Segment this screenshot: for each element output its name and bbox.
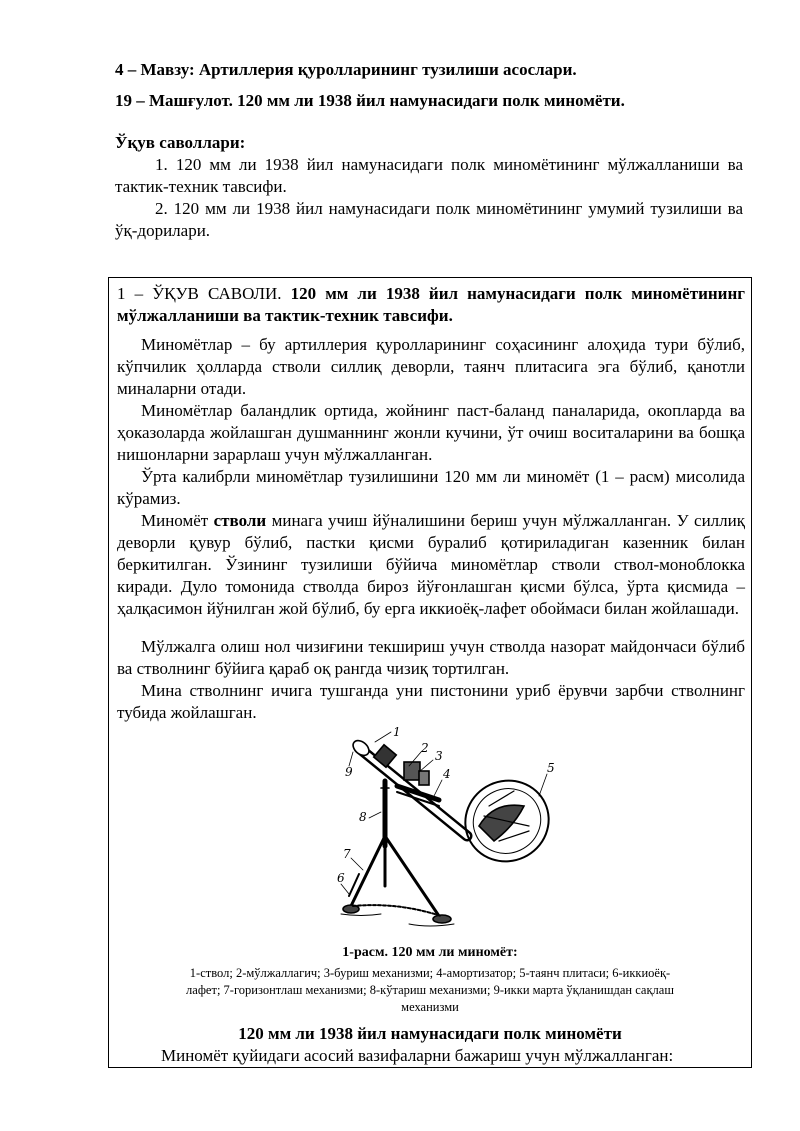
figure-label-3: 3 [435,749,443,763]
question-item-1: 1. 120 мм ли 1938 йил намунасидаги полк миномётининг мўлжалланиши ва тактик-техник тавсифи. [115,155,743,196]
figure-label-8: 8 [359,810,367,824]
figure-caption-line-3: механизми [401,1000,459,1014]
paragraph-2: Миномётлар баландлик ортида, жойнинг паст-баланд паналарида, окопларда ва ҳоказоларда жойлашган душманнинг жонли кучини, ўт очиш воситаларини ва бошқа нишонларни зарарлаш учун мўлжалланган. [117,401,745,464]
figure-caption-line-2: лафет; 7-горизонтлаш механизми; 8-кўтариш механизми; 9-икки марта ўқланишдан сақлаш [186,983,674,997]
figure-caption-title: 1-расм. 120 мм ли миномёт: [342,945,518,960]
paragraph-4-rest: минага учиш йўналишини бериш учун мўлжалланган. У силлиқ деворли қувур бўлиб, пастки қисми буралиб қотириладиган казенник билан беркитилган. Ўзининг тузилиши бўйича миномётлар стволи ствол-моноблокка киради. Дуло томонида стволда бироз йўғонлашган қисми бўлса, ўрта қисмида – ҳалқасимон йўнилган жой бўлиб, бу ерга иккиоёқ-лафет обоймаси билан жойлашади. [117,511,745,618]
lesson-heading: 19 – Машғулот. 120 мм ли 1938 йил намунасидаги полк миномёти. [115,91,625,110]
question-item-2: 2. 120 мм ли 1938 йил намунасидаги полк миномётининг умумий тузилиши ва ўқ-дорилари. [115,199,743,240]
section-box [108,277,752,1068]
figure-label-4: 4 [443,767,451,781]
paragraph-4-bold: стволи [213,511,267,530]
paragraph-3: Ўрта калибрли миномётлар тузилишини 120 мм ли миномёт (1 – расм) мисолида кўрамиз. [117,467,745,508]
figure-label-7: 7 [343,847,351,861]
paragraph-4 [117,510,745,620]
figure-label-2: 2 [421,741,429,755]
section-prefix: 1 – ЎҚУВ САВОЛИ. [117,284,291,303]
paragraph-6: Мина стволнинг ичига тушганда уни пистонини уриб ёрувчи зарбчи стволнинг тубида жойлашган. [117,681,745,722]
topic-heading: 4 – Мавзу: Артиллерия қуролларининг тузилиши асослари. [115,60,577,79]
figure-caption-line-1: 1-ствол; 2-мўлжаллагич; 3-буриш механизми; 4-амортизатор; 5-таянч плитаси; 6-иккиоёқ- [189,966,671,980]
last-line: Миномёт қуйидаги асосий вазифаларни бажариш учун мўлжалланган: [161,1046,674,1065]
questions-title: Ўқув саволлари: [115,133,246,152]
section-title-bold: 120 мм ли 1938 йил намунасидаги полк миномётининг мўлжалланиши ва тактик-техник тавсифи. [117,284,745,325]
figure-label-1: 1 [393,725,401,739]
mortar-illustration [339,726,559,951]
figure-label-9: 9 [345,765,353,779]
subheading: 120 мм ли 1938 йил намунасидаги полк миномёти [238,1024,622,1043]
section-title [117,283,745,327]
figure-label-5: 5 [547,761,555,775]
paragraph-1: Миномётлар – бу артиллерия қуролларининг соҳасининг алоҳида тури бўлиб, кўпчилик ҳолларда стволи силлиқ деворли, таянч плитасига эга бўлиб, қанотли миналарни отади. [117,335,745,398]
paragraph-5: Мўлжалга олиш нол чизиғини текшириш учун стволда назорат майдончаси бўлиб ва стволнинг бўйига қараб оқ рангда чизиқ тортилган. [117,637,745,678]
figure-label-6: 6 [337,871,345,885]
paragraph-4-start: Миномёт [141,511,214,530]
